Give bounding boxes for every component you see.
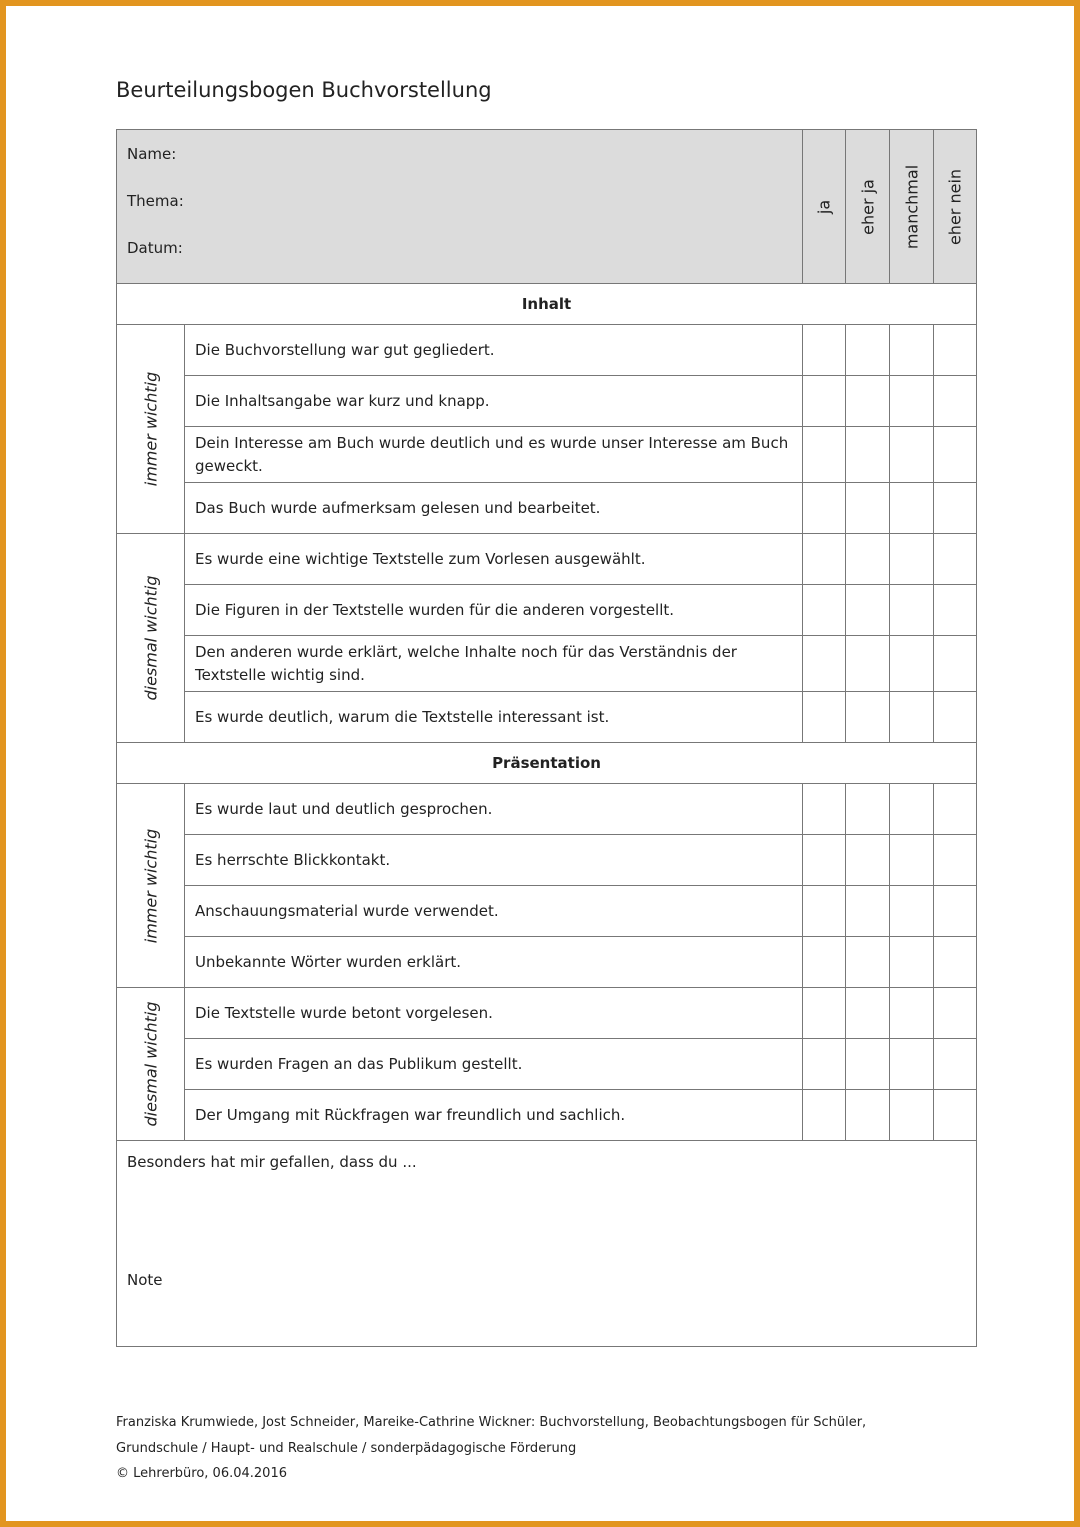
criterion-row [117, 784, 977, 835]
rating-checkbox-cell[interactable] [803, 585, 846, 636]
criterion-row [117, 1039, 977, 1090]
rating-checkbox-cell[interactable] [803, 937, 846, 988]
rating-checkbox-cell[interactable] [890, 483, 934, 534]
group-label: diesmal wichtig [141, 575, 160, 701]
rating-checkbox-cell[interactable] [803, 534, 846, 585]
criterion-text: Es wurde laut und deutlich gesprochen. [185, 784, 803, 835]
credits-line: © Lehrerbüro, 06.04.2016 [116, 1466, 287, 1481]
rating-header-eher-nein [934, 130, 977, 284]
rating-checkbox-cell[interactable] [846, 692, 890, 743]
rating-checkbox-cell[interactable] [846, 1039, 890, 1090]
rating-checkbox-cell[interactable] [803, 636, 846, 692]
rating-checkbox-cell[interactable] [890, 376, 934, 427]
criterion-row [117, 1090, 977, 1141]
rating-checkbox-cell[interactable] [890, 937, 934, 988]
criterion-row [117, 427, 977, 483]
note-label: Note [127, 1271, 163, 1289]
rating-checkbox-cell[interactable] [846, 534, 890, 585]
rating-checkbox-cell[interactable] [803, 988, 846, 1039]
rating-header-manchmal [890, 130, 934, 284]
rating-checkbox-cell[interactable] [803, 1090, 846, 1141]
rating-checkbox-cell[interactable] [934, 937, 977, 988]
rating-checkbox-cell[interactable] [846, 784, 890, 835]
rating-checkbox-cell[interactable] [934, 692, 977, 743]
rating-checkbox-cell[interactable] [846, 427, 890, 483]
rating-checkbox-cell[interactable] [934, 988, 977, 1039]
rating-checkbox-cell[interactable] [934, 886, 977, 937]
credits [116, 1410, 866, 1487]
rating-checkbox-cell[interactable] [846, 483, 890, 534]
criterion-text: Es wurde eine wichtige Textstelle zum Vorlesen ausgewählt. [185, 534, 803, 585]
rating-checkbox-cell[interactable] [803, 835, 846, 886]
datum-field-label[interactable]: Datum: [127, 239, 183, 257]
page-title: Beurteilungsbogen Buchvorstellung [116, 78, 492, 102]
rating-checkbox-cell[interactable] [846, 325, 890, 376]
thema-field-label[interactable]: Thema: [127, 192, 184, 210]
rating-checkbox-cell[interactable] [890, 835, 934, 886]
criterion-row [117, 534, 977, 585]
criterion-text: Die Inhaltsangabe war kurz und knapp. [185, 376, 803, 427]
rating-checkbox-cell[interactable] [934, 1090, 977, 1141]
group-label-cell [117, 534, 185, 743]
criterion-text: Dein Interesse am Buch wurde deutlich und es wurde unser Interesse am Buch geweckt. [185, 427, 803, 483]
rating-checkbox-cell[interactable] [890, 1039, 934, 1090]
rating-header-label: eher ja [858, 178, 878, 235]
rating-header-label: eher nein [945, 168, 965, 245]
rating-checkbox-cell[interactable] [934, 784, 977, 835]
rating-checkbox-cell[interactable] [803, 692, 846, 743]
rating-checkbox-cell[interactable] [890, 325, 934, 376]
rating-header-eher-ja [846, 130, 890, 284]
criterion-row [117, 886, 977, 937]
criterion-text: Die Figuren in der Textstelle wurden für die anderen vorgestellt. [185, 585, 803, 636]
rating-header-label: manchmal [902, 164, 922, 249]
criterion-row [117, 692, 977, 743]
criterion-row [117, 835, 977, 886]
group-label-cell [117, 988, 185, 1141]
section-heading: Inhalt [117, 284, 977, 325]
criterion-row [117, 636, 977, 692]
rating-checkbox-cell[interactable] [846, 937, 890, 988]
rating-checkbox-cell[interactable] [846, 585, 890, 636]
rating-checkbox-cell[interactable] [846, 636, 890, 692]
rating-checkbox-cell[interactable] [890, 692, 934, 743]
credits-line: Franziska Krumwiede, Jost Schneider, Mareike-Cathrine Wickner: Buchvorstellung, Beobachtungsbogen für Schüler, [116, 1415, 867, 1430]
rating-checkbox-cell[interactable] [890, 534, 934, 585]
group-label-cell [117, 784, 185, 988]
evaluation-table [116, 129, 977, 1347]
criterion-text: Die Textstelle wurde betont vorgelesen. [185, 988, 803, 1039]
section-heading: Präsentation [117, 743, 977, 784]
criterion-text: Es herrschte Blickkontakt. [185, 835, 803, 886]
rating-checkbox-cell[interactable] [890, 585, 934, 636]
rating-checkbox-cell[interactable] [803, 886, 846, 937]
group-label: immer wichtig [141, 371, 160, 487]
rating-checkbox-cell[interactable] [890, 886, 934, 937]
rating-checkbox-cell[interactable] [934, 585, 977, 636]
group-label: immer wichtig [141, 828, 160, 943]
rating-checkbox-cell[interactable] [934, 325, 977, 376]
rating-checkbox-cell[interactable] [934, 483, 977, 534]
rating-checkbox-cell[interactable] [890, 784, 934, 835]
group-label-cell [117, 325, 185, 534]
criterion-row [117, 325, 977, 376]
criterion-text: Das Buch wurde aufmerksam gelesen und bearbeitet. [185, 483, 803, 534]
criterion-text: Anschauungsmaterial wurde verwendet. [185, 886, 803, 937]
rating-checkbox-cell[interactable] [803, 376, 846, 427]
rating-checkbox-cell[interactable] [934, 636, 977, 692]
criterion-text: Es wurde deutlich, warum die Textstelle interessant ist. [185, 692, 803, 743]
rating-checkbox-cell[interactable] [803, 784, 846, 835]
liked-prompt: Besonders hat mir gefallen, dass du ... [127, 1153, 417, 1171]
criterion-row [117, 988, 977, 1039]
criterion-text: Der Umgang mit Rückfragen war freundlich und sachlich. [185, 1090, 803, 1141]
rating-checkbox-cell[interactable] [934, 835, 977, 886]
rating-checkbox-cell[interactable] [890, 636, 934, 692]
rating-checkbox-cell[interactable] [890, 1090, 934, 1141]
criterion-text: Die Buchvorstellung war gut gegliedert. [185, 325, 803, 376]
rating-checkbox-cell[interactable] [890, 988, 934, 1039]
rating-checkbox-cell[interactable] [803, 325, 846, 376]
rating-header-ja [803, 130, 846, 284]
rating-checkbox-cell[interactable] [846, 988, 890, 1039]
comment-box[interactable] [117, 1141, 977, 1347]
rating-checkbox-cell[interactable] [934, 427, 977, 483]
rating-checkbox-cell[interactable] [803, 427, 846, 483]
rating-checkbox-cell[interactable] [934, 1039, 977, 1090]
criterion-row [117, 937, 977, 988]
criterion-row [117, 585, 977, 636]
criterion-text: Unbekannte Wörter wurden erklärt. [185, 937, 803, 988]
criterion-row [117, 376, 977, 427]
criterion-text: Es wurden Fragen an das Publikum gestellt. [185, 1039, 803, 1090]
credits-line: Grundschule / Haupt- und Realschule / sonderpädagogische Förderung [116, 1440, 577, 1456]
rating-checkbox-cell[interactable] [846, 835, 890, 886]
rating-checkbox-cell[interactable] [803, 483, 846, 534]
rating-header-label: ja [814, 199, 834, 214]
name-field-label[interactable]: Name: [127, 145, 177, 163]
rating-checkbox-cell[interactable] [846, 886, 890, 937]
criterion-row [117, 483, 977, 534]
rating-checkbox-cell[interactable] [934, 534, 977, 585]
rating-checkbox-cell[interactable] [890, 427, 934, 483]
rating-checkbox-cell[interactable] [803, 1039, 846, 1090]
header-fields [117, 130, 803, 284]
rating-checkbox-cell[interactable] [846, 1090, 890, 1141]
rating-checkbox-cell[interactable] [934, 376, 977, 427]
rating-checkbox-cell[interactable] [846, 376, 890, 427]
group-label: diesmal wichtig [141, 1001, 160, 1127]
criterion-text: Den anderen wurde erklärt, welche Inhalte noch für das Verständnis der Textstelle wichtig sind. [185, 636, 803, 692]
